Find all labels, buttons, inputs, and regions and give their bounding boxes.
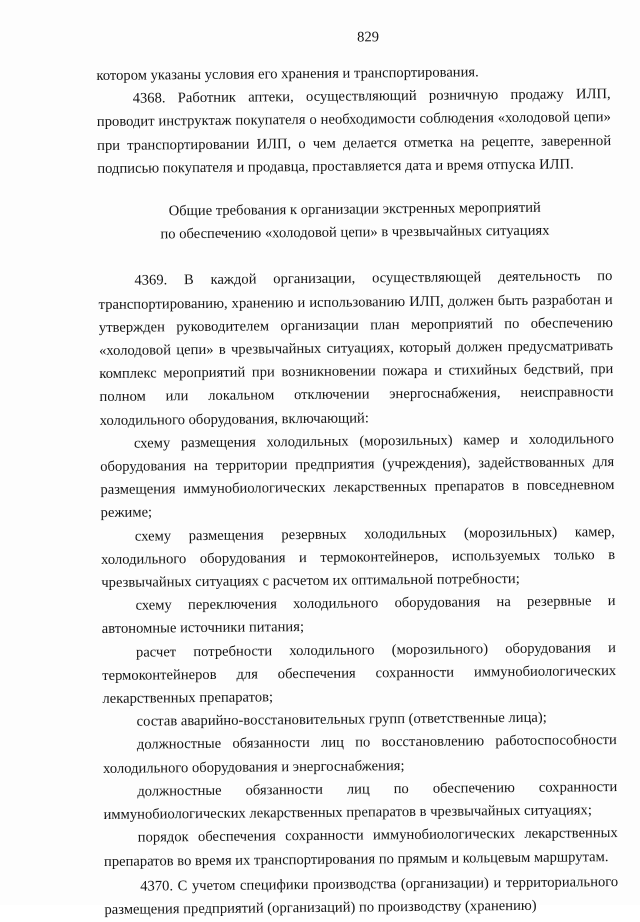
section-heading-line-1: Общие требования к организации экстренных мероприятий xyxy=(168,199,541,220)
list-item: расчет потребности холодильного (морозильного) оборудования и термоконтейнеров для обеспечения сохранности иммунобиологических лекарственных препаратов; xyxy=(102,639,617,708)
measures-list xyxy=(100,428,618,874)
list-item: схему размещения резервных холодильных (морозильных) камер, холодильного оборудования и термоконтейнеров, используемых только в чрезвычайных ситуациях с расчетом их оптимальной потребности; xyxy=(101,523,616,592)
paragraph-4368: 4368. Работник аптеки, осуществляющий розничную продажу ИЛП, проводит инструктаж покупателя о необходимости соблюдения «холодовой цепи» при транспортировании ИЛП, о чем делается отметка на рецепте, заверенной подписью покупателя и продавца, проставляется дата и время отпуска ИЛП. xyxy=(96,86,612,177)
page-number: 829 xyxy=(357,29,380,46)
paragraph-4369: 4369. В каждой организации, осуществляющей деятельность по транспортированию, хранению и использованию ИЛП, должен быть разработан и утвержден руководителем организации план мероприятий по обеспечению «холодовой цепи» в чрезвычайных ситуациях, который должен предусматривать комплекс мероприятий при возникновении пожара и стихийных бедствий, при полном или локальном отключении энергоснабжения, неисправности холодильного оборудования, включающий: xyxy=(98,268,614,429)
list-item: должностные обязанности лиц по обеспечению сохранности иммунобиологических лекарственных препаратов в чрезвычайных ситуациях; xyxy=(103,778,618,824)
list-item: схему размещения холодильных (морозильных) камер и холодильного оборудования на территории предприятия (учреждения), задействованных для размещения иммунобиологических лекарственных препаратов в повседневном режиме; xyxy=(100,430,615,522)
paragraph-4370: 4370. С учетом специфики производства (организации) и территориального размещения предприятий (организаций) по производству (хранению) xyxy=(104,873,619,918)
section-heading xyxy=(98,196,612,247)
list-item: должностные обязанности лиц по восстановлению работоспособности холодильного оборудования и энергоснабжения; xyxy=(103,732,617,777)
list-item: схему переключения холодильного оборудования на резервные и автономные источники питания; xyxy=(101,593,616,638)
page-body xyxy=(96,25,619,922)
intro-line: котором указаны условия его хранения и транспортирования. xyxy=(96,64,479,84)
list-item: состав аварийно-восстановительных групп (ответственные лица); xyxy=(136,709,547,730)
list-item: порядок обеспечения сохранности иммунобиологических лекарственных препаратов во время их транспортирования по прямым и кольцевым маршрутам. xyxy=(103,825,618,870)
section-heading-line-2: по обеспечению «холодовой цепи» в чрезвычайных ситуациях xyxy=(160,222,550,243)
